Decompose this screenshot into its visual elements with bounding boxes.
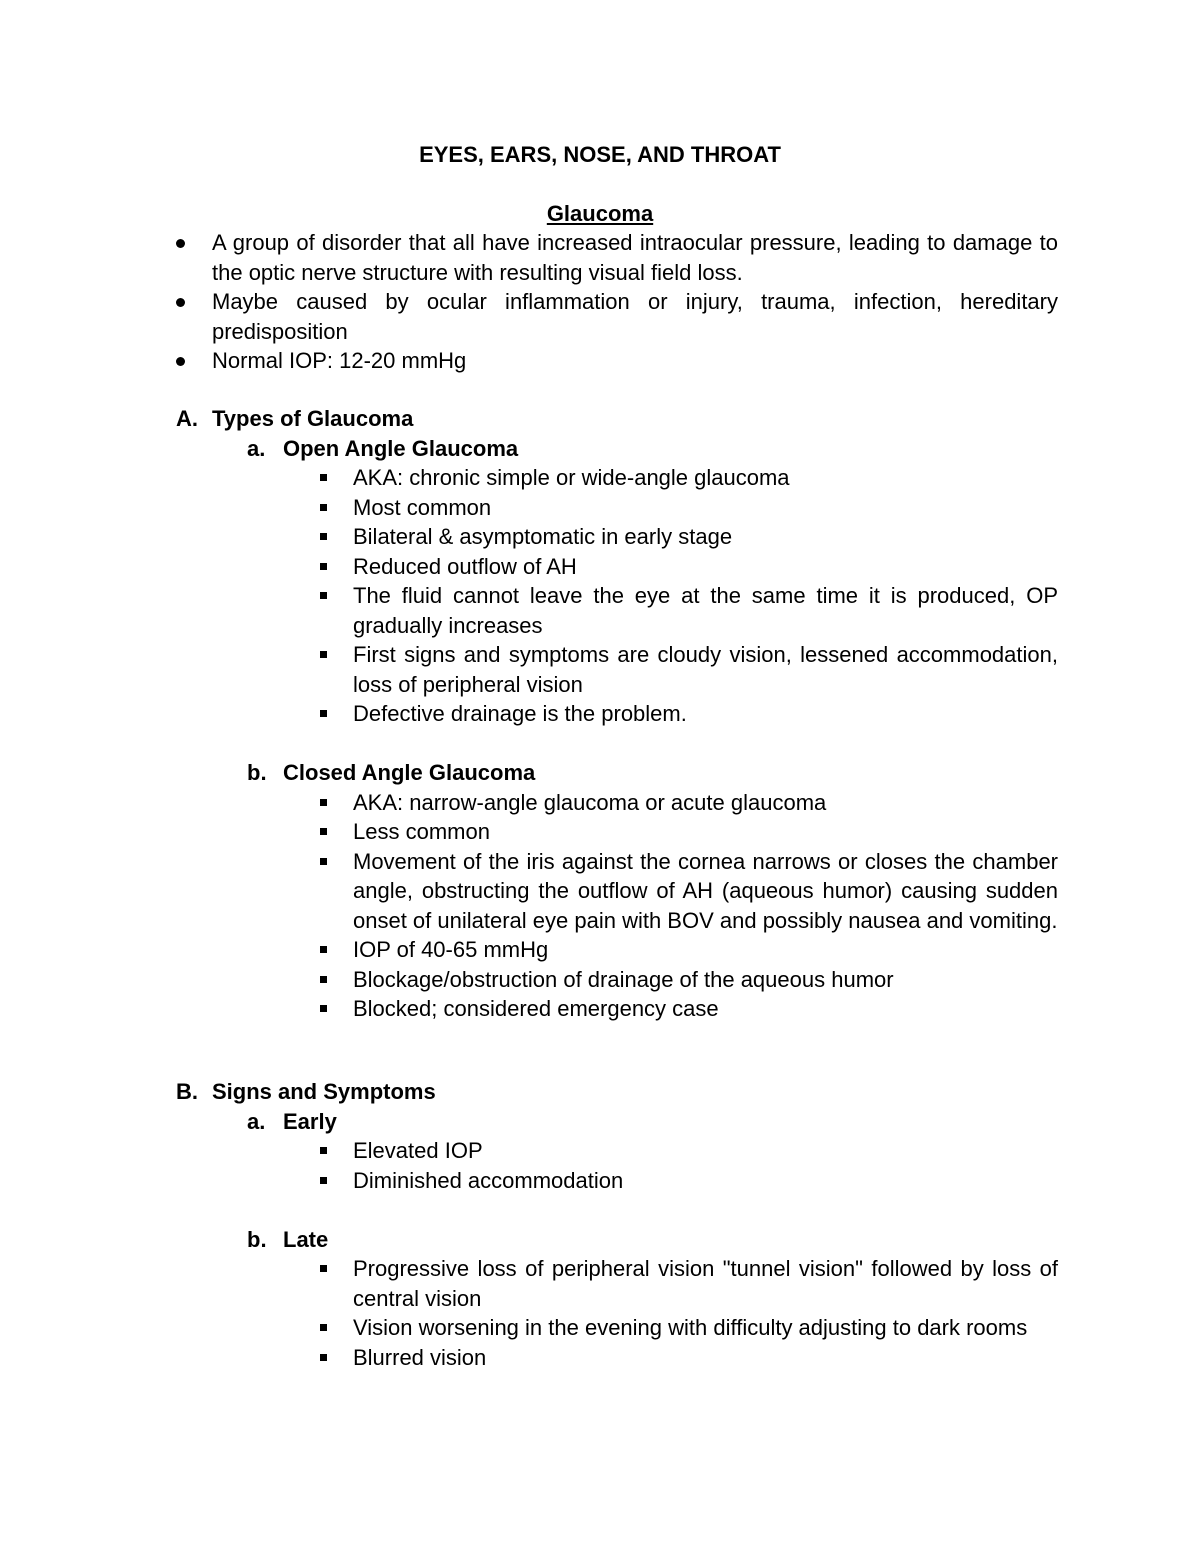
section-signs-and-symptoms <box>176 1077 1058 1372</box>
square-bullet-icon <box>320 563 327 570</box>
list-item: Less common <box>176 817 1058 847</box>
bullet-dot-icon <box>176 357 185 366</box>
list-item: First signs and symptoms are cloudy vision, lessened accommodation, loss of peripheral vision <box>176 640 1058 699</box>
square-bullet-icon <box>320 976 327 983</box>
intro-bullet: Normal IOP: 12-20 mmHg <box>176 346 1058 376</box>
list-item: Vision worsening in the evening with difficulty adjusting to dark rooms <box>176 1313 1058 1343</box>
list-item: Bilateral & asymptomatic in early stage <box>176 522 1058 552</box>
square-bullet-icon <box>320 592 327 599</box>
square-bullet-icon <box>320 1354 327 1361</box>
bullet-dot-icon <box>176 239 185 248</box>
intro-bullet: A group of disorder that all have increased intraocular pressure, leading to damage to the optic nerve structure with resulting visual field loss. <box>176 228 1058 287</box>
list-item: Blurred vision <box>176 1343 1058 1373</box>
section-heading: A. Types of Glaucoma <box>176 406 414 431</box>
late-signs-list <box>176 1254 1058 1372</box>
square-bullet-icon <box>320 533 327 540</box>
square-bullet-icon <box>320 1177 327 1184</box>
list-item: AKA: chronic simple or wide-angle glaucoma <box>176 463 1058 493</box>
document-title: EYES, EARS, NOSE, AND THROAT <box>419 142 781 167</box>
square-bullet-icon <box>320 946 327 953</box>
list-item: Elevated IOP <box>176 1136 1058 1166</box>
square-bullet-icon <box>320 504 327 511</box>
list-item: AKA: narrow-angle glaucoma or acute glaucoma <box>176 788 1058 818</box>
section-heading: B. Signs and Symptoms <box>176 1079 436 1104</box>
list-item: Reduced outflow of AH <box>176 552 1058 582</box>
early-signs-list <box>176 1136 1058 1195</box>
square-bullet-icon <box>320 858 327 865</box>
square-bullet-icon <box>320 651 327 658</box>
list-item: Diminished accommodation <box>176 1166 1058 1196</box>
square-bullet-icon <box>320 799 327 806</box>
square-bullet-icon <box>320 1147 327 1154</box>
open-angle-list <box>176 463 1058 729</box>
square-bullet-icon <box>320 474 327 481</box>
section-types-of-glaucoma <box>176 404 1058 1024</box>
bullet-dot-icon <box>176 298 185 307</box>
subsection-heading: b. Closed Angle Glaucoma <box>247 760 536 785</box>
list-item: Blocked; considered emergency case <box>176 994 1058 1024</box>
intro-bullet-list <box>176 228 1058 376</box>
list-item: Most common <box>176 493 1058 523</box>
intro-bullet: Maybe caused by ocular inflammation or injury, trauma, infection, hereditary predisposition <box>176 287 1058 346</box>
topic-heading: Glaucoma <box>546 201 654 226</box>
subsection-heading: a. Open Angle Glaucoma <box>247 435 519 461</box>
list-item: Movement of the iris against the cornea narrows or closes the chamber angle, obstructing the outflow of AH (aqueous humor) causing sudden onset of unilateral eye pain with BOV and possibly nausea and vomiting. <box>176 847 1058 936</box>
list-item: The fluid cannot leave the eye at the same time it is produced, OP gradually increases <box>176 581 1058 640</box>
square-bullet-icon <box>320 828 327 835</box>
square-bullet-icon <box>320 1005 327 1012</box>
closed-angle-list <box>176 788 1058 1024</box>
square-bullet-icon <box>320 1265 327 1272</box>
square-bullet-icon <box>320 710 327 717</box>
list-item: Defective drainage is the problem. <box>176 699 1058 729</box>
subsection-heading: b. Late <box>247 1226 329 1252</box>
list-item: Blockage/obstruction of drainage of the aqueous humor <box>176 965 1058 995</box>
subsection-heading: a. Early <box>247 1108 337 1134</box>
square-bullet-icon <box>320 1324 327 1331</box>
list-item: Progressive loss of peripheral vision "tunnel vision" followed by loss of central vision <box>176 1254 1058 1313</box>
list-item: IOP of 40-65 mmHg <box>176 935 1058 965</box>
